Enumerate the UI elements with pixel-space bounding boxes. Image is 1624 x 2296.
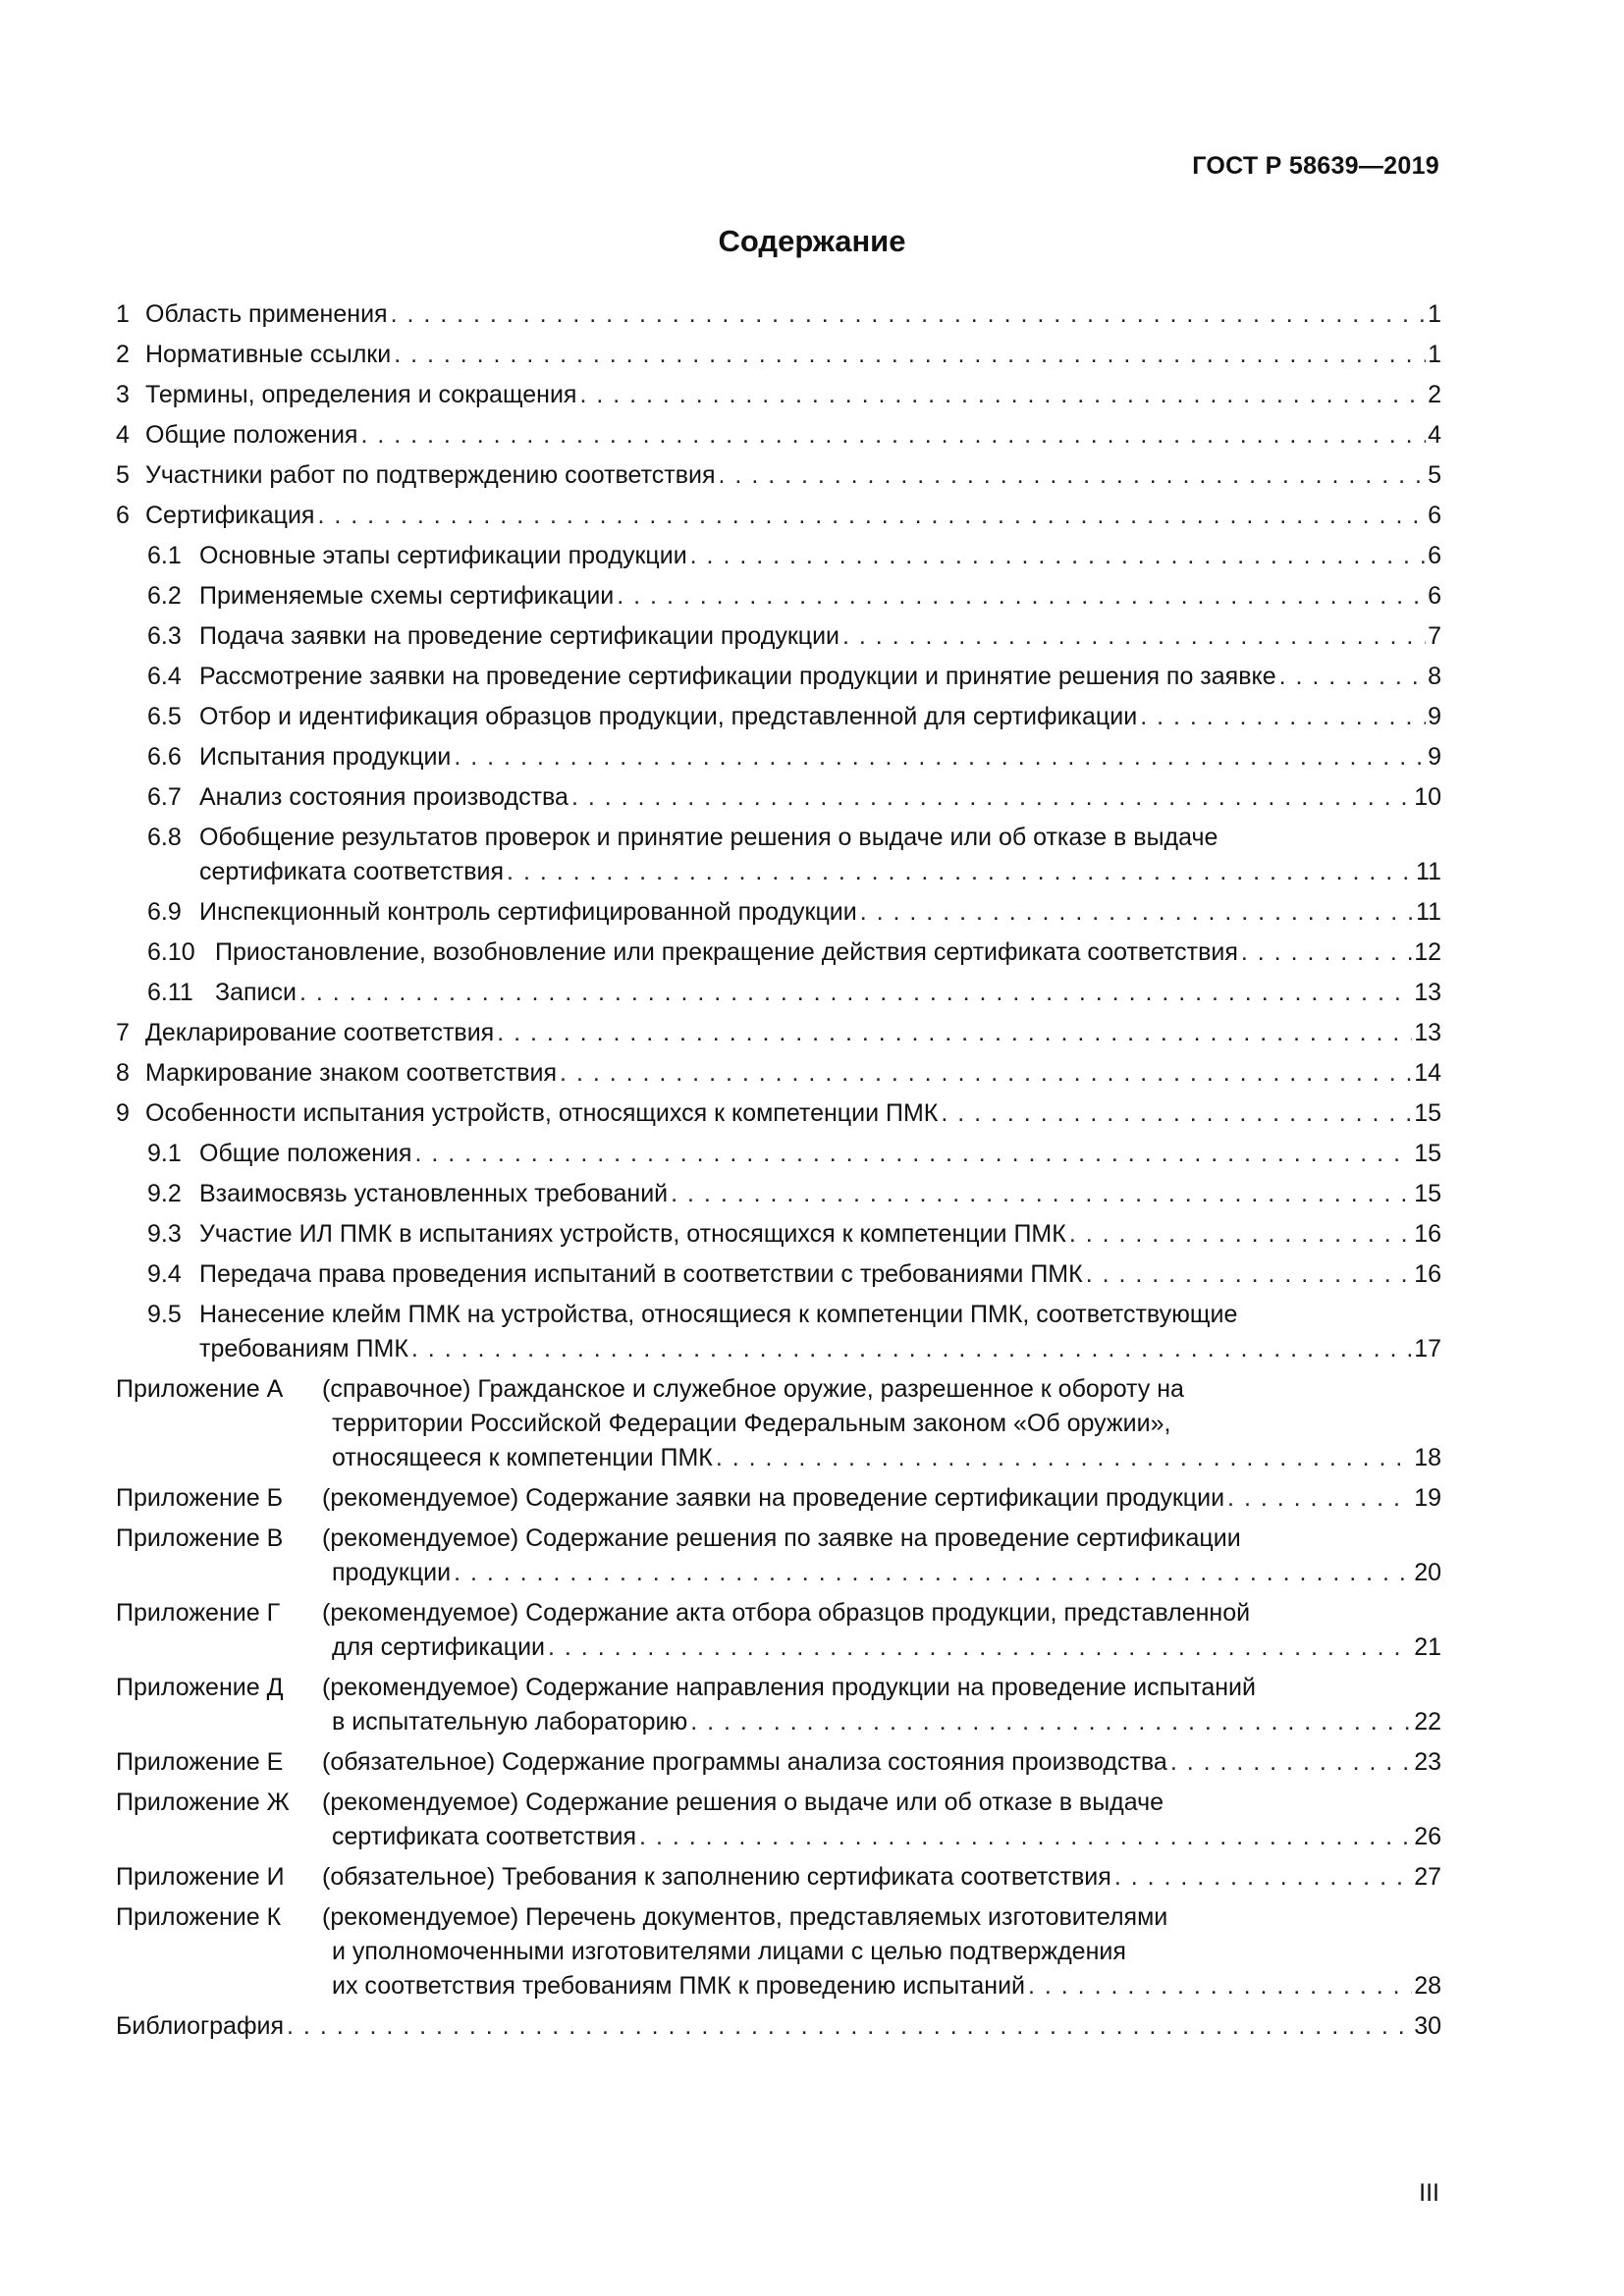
toc-entry-page: 30 xyxy=(1414,2012,1441,2040)
toc-entry-page: 16 xyxy=(1414,1260,1441,1288)
page-number: III xyxy=(1419,2179,1439,2207)
toc-entry-page: 1 xyxy=(1428,300,1441,328)
toc-entry-title: Основные этапы сертификации продукции xyxy=(199,542,687,569)
toc-entry-page: 15 xyxy=(1414,1099,1441,1127)
toc-appendix-e[interactable]: Приложение Е (обязательное) Содержание программы анализа состояния производства . . . 23 xyxy=(116,1745,1441,1780)
toc-entry-title: Особенности испытания устройств, относящихся к компетенции ПМК xyxy=(145,1099,939,1127)
toc-entry-page: 4 xyxy=(1428,421,1441,449)
toc-entry-page: 17 xyxy=(1414,1335,1441,1362)
toc-entry-page: 6 xyxy=(1428,502,1441,529)
toc-entry-page: 22 xyxy=(1414,1708,1441,1735)
toc-entry-title: Нормативные ссылки xyxy=(145,341,392,368)
toc-entry-page: 13 xyxy=(1414,1019,1441,1046)
appendix-label: Приложение И xyxy=(116,1863,285,1891)
appendix-label: Приложение В xyxy=(116,1524,284,1552)
toc-entry-page: 6 xyxy=(1428,582,1441,610)
toc-entry-9[interactable]: 9 Особенности испытания устройств, относящихся к компетенции ПМК . . . 15 xyxy=(116,1096,1441,1131)
toc-entry-9-2[interactable]: 9.2 Взаимосвязь установленных требований . . . 15 xyxy=(116,1177,1441,1211)
toc-appendix-d[interactable]: Приложение Д (рекомендуемое) Содержание направления продукции на проведение испытаний в испытательную лабораторию . . . 22 xyxy=(116,1671,1441,1739)
toc-entry-title: Приостановление, возобновление или прекращение действия сертификата соответствия xyxy=(215,938,1238,966)
toc-entry-6-4[interactable]: 6.4 Рассмотрение заявки на проведение сертификации продукции и принятие решения по заявке . . . 8 xyxy=(116,660,1441,694)
toc-entry-page: 5 xyxy=(1428,461,1441,489)
toc-entry-page: 23 xyxy=(1414,1748,1441,1776)
toc-entry-6[interactable]: 6 Сертификация . . . 6 xyxy=(116,499,1441,533)
appendix-label: Приложение Г xyxy=(116,1599,281,1627)
document-code: ГОСТ Р 58639—2019 xyxy=(1192,152,1439,180)
appendix-label: Приложение Д xyxy=(116,1674,284,1701)
toc-entry-page: 20 xyxy=(1414,1559,1441,1586)
toc-entry-title-line2: требованиям ПМК xyxy=(199,1335,408,1362)
toc-entry-6-8[interactable]: 6.8 Обобщение результатов проверок и принятие решения о выдаче или об отказе в выдаче сертификата соответствия . . . 11 xyxy=(116,821,1441,889)
toc-title: Содержание xyxy=(718,224,906,258)
toc-entry-6-7[interactable]: 6.7 Анализ состояния производства . . . 10 xyxy=(116,780,1441,815)
toc-entry-2[interactable]: 2 Нормативные ссылки . . . 1 xyxy=(116,338,1441,372)
toc-entry-title: Подача заявки на проведение сертификации продукции xyxy=(199,622,840,650)
toc-entry-9-3[interactable]: 9.3 Участие ИЛ ПМК в испытаниях устройств, относящихся к компетенции ПМК . . . 16 xyxy=(116,1217,1441,1252)
toc-entry-page: 11 xyxy=(1416,858,1441,885)
toc-entry-6-10[interactable]: 6.10 Приостановление, возобновление или прекращение действия сертификата соответствия . . . 12 xyxy=(116,935,1441,970)
toc-entry-6-3[interactable]: 6.3 Подача заявки на проведение сертификации продукции . . . 7 xyxy=(116,619,1441,654)
toc-entry-9-5[interactable]: 9.5 Нанесение клейм ПМК на устройства, относящиеся к компетенции ПМК, соответствующие требованиям ПМК . . . 17 xyxy=(116,1298,1441,1366)
toc-entry-page: 8 xyxy=(1428,663,1441,690)
toc-appendix-k[interactable]: Приложение К (рекомендуемое) Перечень документов, представляемых изготовителями и уполномоченными изготовителями лицами с целью подтверждения их соответствия требованиям ПМК к проведению испытаний . . . 28 xyxy=(116,1900,1441,2003)
toc-entry-8[interactable]: 8 Маркирование знаком соответствия . . . 14 xyxy=(116,1056,1441,1091)
toc-entry-page: 15 xyxy=(1414,1180,1441,1207)
toc-entry-page: 9 xyxy=(1428,743,1441,771)
toc-entry-6-5[interactable]: 6.5 Отбор и идентификация образцов продукции, представленной для сертификации . . . 9 xyxy=(116,700,1441,734)
toc-entry-6-1[interactable]: 6.1 Основные этапы сертификации продукции . . . 6 xyxy=(116,539,1441,573)
appendix-label: Приложение Ж xyxy=(116,1789,290,1816)
toc-entry-4[interactable]: 4 Общие положения . . . 4 xyxy=(116,418,1441,453)
toc-entry-6-6[interactable]: 6.6 Испытания продукции . . . 9 xyxy=(116,740,1441,774)
toc-entry-page: 14 xyxy=(1414,1059,1441,1087)
toc-entry-title: Общие положения xyxy=(199,1140,412,1167)
toc-entry-title: Отбор и идентификация образцов продукции, представленной для сертификации xyxy=(199,703,1138,730)
toc-entry-title-line1: Нанесение клейм ПМК на устройства, относящиеся к компетенции ПМК, соответствующие xyxy=(199,1301,1238,1328)
toc-entry-page: 13 xyxy=(1414,979,1441,1006)
toc-entry-6-9[interactable]: 6.9 Инспекционный контроль сертифицированной продукции . . . 11 xyxy=(116,895,1441,930)
toc-entry-title: Анализ состояния производства xyxy=(199,783,568,811)
toc-entry-6-11[interactable]: 6.11 Записи . . . 13 xyxy=(116,976,1441,1010)
toc-entry-page: 19 xyxy=(1414,1484,1441,1512)
toc-entry-page: 7 xyxy=(1428,622,1441,650)
toc-entry-title: Общие положения xyxy=(145,421,358,449)
toc-entry-title: Передача права проведения испытаний в соответствии с требованиями ПМК xyxy=(199,1260,1083,1288)
toc-entry-title: Область применения xyxy=(145,300,388,328)
table-of-contents xyxy=(116,297,1441,2044)
toc-entry-page: 16 xyxy=(1414,1220,1441,1248)
toc-entry-page: 9 xyxy=(1428,703,1441,730)
toc-entry-page: 12 xyxy=(1414,938,1441,966)
toc-entry-9-4[interactable]: 9.4 Передача права проведения испытаний в соответствии с требованиями ПМК . . . 16 xyxy=(116,1257,1441,1292)
appendix-label: Приложение Е xyxy=(116,1748,284,1776)
toc-appendix-v[interactable]: Приложение В (рекомендуемое) Содержание решения по заявке на проведение сертификации продукции . . . 20 xyxy=(116,1522,1441,1590)
toc-entry-1[interactable]: 1 Область применения . . . 1 xyxy=(116,297,1441,332)
toc-bibliography[interactable] xyxy=(116,2009,1441,2044)
toc-appendix-g[interactable]: Приложение Г (рекомендуемое) Содержание акта отбора образцов продукции, представленной для сертификации . . . 21 xyxy=(116,1596,1441,1665)
toc-appendix-b[interactable]: Приложение Б (рекомендуемое) Содержание заявки на проведение сертификации продукции . . . 19 xyxy=(116,1481,1441,1516)
toc-entry-page: 27 xyxy=(1414,1863,1441,1891)
toc-entry-page: 11 xyxy=(1416,898,1441,926)
toc-entry-title: Декларирование соответствия xyxy=(145,1019,495,1046)
toc-entry-title: Взаимосвязь установленных требований xyxy=(199,1180,669,1207)
appendix-label: Приложение А xyxy=(116,1375,284,1403)
toc-entry-6-2[interactable]: 6.2 Применяемые схемы сертификации . . . 6 xyxy=(116,579,1441,614)
toc-entry-title: Термины, определения и сокращения xyxy=(145,381,577,408)
toc-entry-title: Участники работ по подтверждению соответствия xyxy=(145,461,716,489)
toc-entry-title: Инспекционный контроль сертифицированной продукции xyxy=(199,898,857,926)
toc-entry-page: 21 xyxy=(1414,1633,1441,1661)
toc-entry-title-line1: Обобщение результатов проверок и принятие решения о выдаче или об отказе в выдаче xyxy=(199,824,1218,851)
toc-entry-9-1[interactable]: 9.1 Общие положения . . . 15 xyxy=(116,1137,1441,1171)
toc-entry-page: 6 xyxy=(1428,542,1441,569)
toc-entry-title: Сертификация xyxy=(145,502,315,529)
toc-entry-3[interactable]: 3 Термины, определения и сокращения . . . 2 xyxy=(116,378,1441,412)
toc-entry-title: Записи xyxy=(215,979,297,1006)
toc-entry-title: Испытания продукции xyxy=(199,743,452,771)
toc-entry-page: 15 xyxy=(1414,1140,1441,1167)
toc-entry-title: Маркирование знаком соответствия xyxy=(145,1059,558,1087)
toc-appendix-zh[interactable]: Приложение Ж (рекомендуемое) Содержание решения о выдаче или об отказе в выдаче сертификата соответствия . . . 26 xyxy=(116,1786,1441,1854)
appendix-label: Приложение Б xyxy=(116,1484,283,1512)
toc-entry-page: 26 xyxy=(1414,1823,1441,1850)
toc-entry-title: Рассмотрение заявки на проведение сертификации продукции и принятие решения по заявке xyxy=(199,663,1276,690)
toc-entry-page: 18 xyxy=(1414,1444,1441,1471)
toc-entry-7[interactable]: 7 Декларирование соответствия . . . 13 xyxy=(116,1016,1441,1050)
toc-entry-page: 2 xyxy=(1428,381,1441,408)
toc-entry-title: Применяемые схемы сертификации xyxy=(199,582,615,610)
toc-entry-page: 28 xyxy=(1414,1972,1441,2000)
toc-entry-title: Участие ИЛ ПМК в испытаниях устройств, относящихся к компетенции ПМК xyxy=(199,1220,1066,1248)
toc-appendix-a[interactable]: Приложение А (справочное) Гражданское и служебное оружие, разрешенное к обороту на территории Российской Федерации Федеральным законом «Об оружии», относящееся к компетенции ПМК . . . 18 xyxy=(116,1372,1441,1475)
appendix-label: Приложение К xyxy=(116,1903,282,1931)
toc-entry-title-line2: сертификата соответствия xyxy=(199,858,505,885)
toc-entry-page: 10 xyxy=(1414,783,1441,811)
toc-entry-5[interactable]: 5 Участники работ по подтверждению соответствия . . . 5 xyxy=(116,458,1441,493)
toc-appendix-i[interactable]: Приложение И (обязательное) Требования к заполнению сертификата соответствия . . . 27 xyxy=(116,1860,1441,1895)
toc-entry-page: 1 xyxy=(1428,341,1441,368)
toc-entry-title: Библиография xyxy=(116,2012,285,2040)
